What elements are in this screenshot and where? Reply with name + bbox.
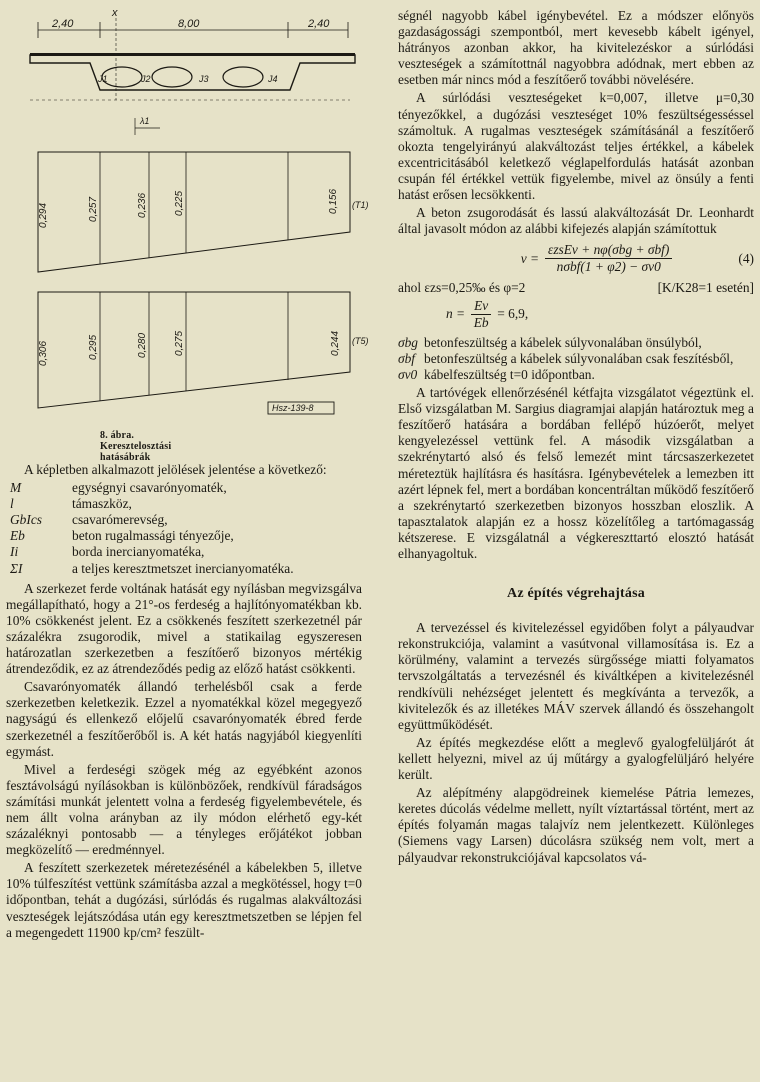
lambda-label: λ1: [140, 116, 150, 126]
ref-label: Hsz-139-8: [272, 403, 314, 413]
section-label-j4: J4: [268, 74, 278, 84]
paragraph: Az építés megkezdése előtt a meglevő gyalogfelüljárót át kellett helyezni, mivel az új műtárgy a gyalogfelüljáró helyére került.: [398, 734, 754, 783]
legend-symbol: GbIcs: [10, 512, 42, 528]
paragraph: A tervezéssel és kivitelezéssel egyidőben folyt a pályaudvar rekonstrukciója, valamint a vasútvonal villamosítása is. Ez a körülmény, valamint a tervezés sürgőssége miatti folyamatos tervszolgáltatás a tervezésnél és kiváltképen a kivitelezésnél rendkívüli nehézséget jelentett és megkívánta a tervezők, a kivitelezők és az illetékes MÁV szervek állandó és összehangolt együttműködését.: [398, 620, 754, 732]
equation-number: (4): [738, 250, 754, 266]
dim-label-left: 2,40: [52, 18, 74, 30]
d1-val-1: 0,257: [88, 196, 99, 222]
paragraph: A szerkezet ferde voltának hatását egy nyílásban megvizsgálva megállapítható, hogy a 21°-os ferdeség a hajlítónyomatékban kb. 10% csökkenést jelent. Ez a csökkenés feszített szerkezetnél pár százalékra zsugorodik, mivel a statikailag egyszeresen határozatlan szerkezetben a feszítőerő bizonyos mértékig átrendeződik, ez az átrendeződés pedig az előző hatást csökkenti.: [6, 580, 362, 677]
paragraph: Mivel a ferdeségi szögek még az egyébként azonos fesztávolságú nyílásokban is különbözőek, rendkívül fáradságos számítási munkát jelentett volna a ferdeség figyelembevétele, és nem állt volna arányban az ily módon elérhető egy-két százaléknyi pontosabb — a tényleges erőjátékot jobban megközelítő — eredménnyel.: [6, 761, 362, 858]
paragraph: ségnél nagyobb kábel igénybevétel. Ez a módszer előnyös gazdaságossági szempontból, mert kevesebb kábelt igényel, hátrányos azonban akkor, ha kivitelezéskor a súrlódási veszteségek a számítottnál nagyobbra adódnak, mert ebben az esetben már nincs mód a feszítőerő további növelésére.: [398, 8, 754, 88]
legend-desc: beton rugalmassági tényezője,: [72, 528, 234, 544]
variable-item: [398, 335, 754, 351]
formula-denominator: nσbf(1 + φ2) − σv0: [556, 259, 661, 275]
paragraph: A beton zsugorodását és lassú alakváltozását Dr. Leonhardt által javasolt módon az alábbi kifejezés alapján számítottuk: [398, 205, 754, 237]
right-column: [398, 8, 754, 868]
x-label: x: [112, 7, 118, 19]
variable-symbol: σv0: [398, 366, 418, 382]
d1-val-3: 0,225: [174, 190, 185, 216]
d1-val-0: 0,294: [38, 202, 49, 228]
legend-desc: támaszköz,: [72, 496, 132, 512]
d1-side-label: (T1): [352, 200, 369, 210]
legend-desc: csavarómerevség,: [72, 512, 168, 528]
legend-symbol: Eb: [10, 528, 25, 544]
diagram1-outline: [38, 152, 350, 272]
n-numerator: Ev: [471, 298, 491, 315]
d2-val-4: 0,244: [330, 330, 341, 356]
n-rhs: = 6,9,: [497, 306, 529, 322]
d2-val-0: 0,306: [38, 340, 49, 366]
legend-row: [6, 496, 362, 512]
diagram2-outline: [38, 292, 350, 408]
dim-label-right: 2,40: [308, 18, 330, 30]
paragraph: A súrlódási veszteségeket k=0,007, illetve μ=0,30 tényezőkkel, a dugózási veszteséget 10% feszültségesséssel számoltuk. A rugalmas veszteségek számításánál a feszítőerő okozta tengelyirányú alakváltozást teljes értékkel, a kábelek excentricitásából keletkező véglapelfordulás hatását azonban csupán fél értékkel vettük figyelembe, mivel az önsúly a fenti hatást erősen lecsökkenti.: [398, 90, 754, 203]
d2-side-label: (T5): [352, 336, 369, 346]
influence-diagrams: [0, 0, 390, 448]
variable-symbol: σbg: [398, 334, 418, 350]
legend-row: [6, 544, 362, 560]
n-fraction: [471, 298, 491, 331]
legend-symbol: ΣI: [10, 560, 23, 576]
variable-desc: betonfeszültség a kábelek súlyvonalában önsúlyból,: [424, 334, 702, 350]
d1-val-2: 0,236: [137, 192, 148, 218]
paragraph: A tartóvégek ellenőrzésénél kétfajta vizsgálatot végeztünk el. Első vizsgálatban M. Sargius diagramjai alapján határoztuk meg a feszítőerő hatására a bordában fellépő húzóerőt, melyet kengyelezéssel vettünk fel. A második vizsgálatban a szekrénytartó alsó és felső lemezét mint tárcsaszerkezetet méreteztük hajlításra és hasításra. Igénybevételek a lemezben itt azért lépnek fel, mert a bordában koncentráltan működő feszítőerő a szekrénytartó szerkezetben bizonyos hosszban eloszlik. A tapasztalatok alapján ez a hossz közelítőleg a tartómagasság kétszerese. E vizsgálatnál a végkereszttartó elosztó hatását elhanyagoltuk.: [398, 385, 754, 561]
n-lhs: n =: [446, 306, 466, 322]
d2-val-3: 0,275: [174, 330, 185, 356]
legend-desc: borda inercianyomatéka,: [72, 544, 205, 560]
variable-desc: betonfeszültség a kábelek súlyvonalában csak feszítésből,: [424, 350, 734, 366]
figure-caption: 8. ábra. Keresztelosztási hatásábrák: [100, 430, 172, 463]
paragraph: Csavarónyomaték állandó terhelésből csak a ferde szerkezetben keletkezik. Ezzel a nyomatékkal közel megegyező nagyságú és ellenkező előjelű csavarónyomaték ébred ferde szerkezetnél a feszítőerőből is. A két hatás nagyjából kiegyenlíti egymást.: [6, 679, 362, 759]
d2-val-1: 0,295: [88, 334, 99, 360]
where-left: ahol εzs=0,25‰ és φ=2: [398, 279, 526, 295]
section-heading: Az építés végrehajtása: [507, 586, 645, 602]
legend-symbol: l: [10, 496, 14, 512]
legend-row: [6, 480, 362, 496]
section-label-j1: J1: [98, 74, 108, 84]
n-denominator: Eb: [473, 314, 489, 330]
d1-val-4: 0,156: [328, 188, 339, 214]
where-line: [398, 280, 754, 296]
left-column: [6, 462, 362, 943]
section-label-j3: J3: [199, 74, 209, 84]
legend-symbol: M: [10, 480, 22, 496]
formula-4: [398, 242, 754, 275]
formula-numerator: εzsEv + nφ(σbg + σbf): [545, 242, 672, 259]
paragraph: Az alépítmény alapgödreinek kiemelése Pátria lemezes, keretes dúcolás védelme mellett, nyílt víztartással történt, mert az építés folyamán magas talajvíz nem jelentkezett. Különleges (Siemens vagy Larsen) dúcolásra szükség nem volt, mert a pályaudvar rekonstrukciójával kapcsolatos vá-: [398, 785, 754, 865]
legend-row: [6, 528, 362, 544]
variable-item: [398, 351, 754, 367]
intro-paragraph: A képletben alkalmazott jelölések jelentése a következő:: [24, 462, 327, 477]
legend-row: [6, 512, 362, 528]
legend-desc: a teljes keresztmetszet inercianyomatéka.: [72, 560, 294, 576]
notation-legend: [6, 480, 362, 577]
d2-val-2: 0,280: [137, 332, 148, 358]
formula-fraction: [545, 242, 672, 275]
variable-symbol: σbf: [398, 350, 416, 366]
paragraph: A feszített szerkezetek méretezésénél a kábelekben 5, illetve 10% túlfeszítést vettünk számításba azzal a megkötéssel, hogy t=0 időpontban, tehát a dugózási, súrlódás és rugalmas alakváltozási veszteségek lejátszódása után egy keresztmetszetben se lépjen fel a megengedett 11900 kp/cm² feszült-: [6, 860, 362, 940]
formula-lhs: ν =: [520, 250, 540, 266]
n-formula: [446, 298, 754, 331]
variable-desc: kábelfeszültség t=0 időpontban.: [424, 366, 595, 382]
section-label-j2: J2: [141, 74, 151, 84]
legend-desc: egységnyi csavarónyomaték,: [72, 480, 227, 496]
variable-item: [398, 367, 754, 383]
legend-row: [6, 561, 362, 577]
dim-label-mid: 8,00: [178, 18, 200, 30]
legend-symbol: Ii: [10, 544, 19, 560]
variable-list: [398, 335, 754, 383]
where-right: [K/K28=1 esetén]: [657, 279, 754, 295]
